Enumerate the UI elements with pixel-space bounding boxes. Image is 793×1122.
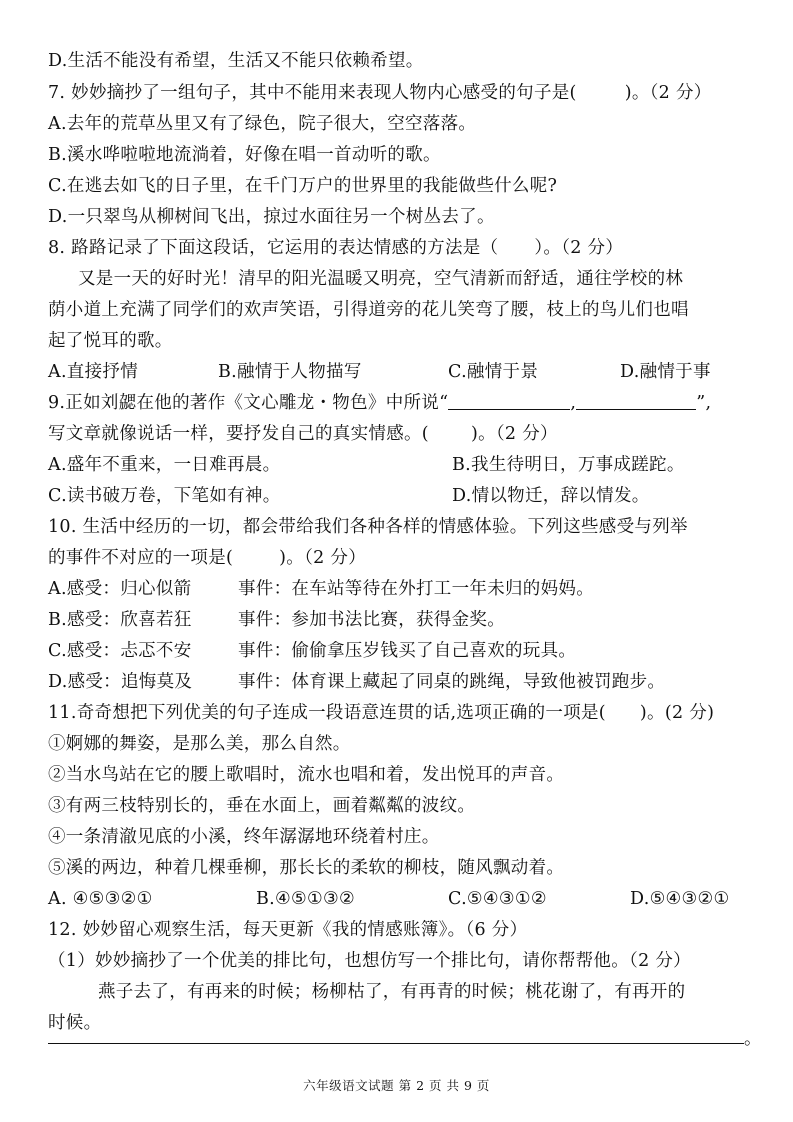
q10-option-a [48,574,753,604]
q7-stem [48,78,753,108]
q11-option-a: A. ④⑤③②① [48,889,153,909]
q10-option-a-event: 事件：在车站等待在外打工一年未归的妈妈。 [238,579,594,599]
q8-stem [48,233,753,263]
q6-option-d: D.生活不能没有希望，生活又不能只依赖希望。 [48,51,424,71]
q12-sub-question-1: （1）妙妙摘抄了一个优美的排比句，也想仿写一个排比句，请你帮帮他。（2 分） [48,951,691,971]
q9-stem-text-2: 写文章就像说话一样，要抒发自己的真实情感。( [48,424,429,444]
q8-score: ）。（2 分） [534,238,624,258]
q8-options [48,357,748,387]
q10-option-c-feeling: C.感受：忐忑不安 [48,641,192,661]
q10-score: )。（2 分） [279,548,367,568]
q9-score: )。（2 分） [470,424,558,444]
q7-stem-text: 7. 妙妙摘抄了一组句子，其中不能用来表现人物内心感受的句子是( [48,83,577,103]
q11-options [48,884,748,914]
q9-option-b: B.我生待明日，万事成蹉跎。 [452,455,685,475]
q11-sentence-3: ③有两三枝特别长的，垂在水面上，画着粼粼的波纹。 [48,796,476,816]
q11-score: )。(2 分) [639,703,715,723]
q8-option-b: B.融情于人物描写 [218,362,362,382]
q8-passage-line-2: 荫小道上充满了同学们的欢声笑语，引得道旁的花儿笑弯了腰，枝上的鸟儿们也唱 [48,300,689,320]
q8-option-a: A.直接抒情 [48,362,139,382]
q10-option-b [48,605,753,635]
q8-passage-line-1: 又是一天的好时光！清早的阳光温暖又明亮，空气清新而舒适，通往学校的林 [78,269,684,289]
q12-example-line-2: 时候。 [48,1013,102,1033]
q12-answer-line[interactable] [48,1043,744,1044]
q11-stem [48,698,753,728]
q9-stem-text: 9.正如刘勰在他的著作《文心雕龙・物色》中所说“ [48,393,449,413]
q10-stem-text: 的事件不对应的一项是( [48,548,234,568]
q7-option-c: C.在逃去如飞的日子里，在千门万户的世界里的我能做些什么呢? [48,176,558,196]
q10-option-d [48,667,753,697]
q10-option-b-feeling: B.感受：欣喜若狂 [48,610,192,630]
q12-stem: 12. 妙妙留心观察生活，每天更新《我的情感账簿》。（6 分） [48,920,528,940]
q9-options-row-1 [48,450,753,480]
q10-option-d-event: 事件：体育课上藏起了同桌的跳绳，导致他被罚跑步。 [238,672,666,692]
page-footer: 六年级语文试题 第 2 页 共 9 页 [303,1078,490,1093]
q9-options-row-2 [48,481,753,511]
q9-fill-blank-2[interactable] [576,389,696,410]
q11-option-b: B.④⑤①③② [256,889,355,909]
q11-stem-text: 11.奇奇想把下列优美的句子连成一段语意连贯的话,选项正确的一项是( [48,703,606,723]
q10-stem-line-1: 10. 生活中经历的一切，都会带给我们各种各样的情感体验。下列这些感受与列举 [48,517,688,537]
q9-stem-line-1 [48,388,753,418]
q11-sentence-4: ④一条清澈见底的小溪，终年潺潺地环绕着村庄。 [48,827,440,847]
q9-fill-blank-1[interactable] [448,389,570,410]
q7-option-b: B.溪水哗啦啦地流淌着，好像在唱一首动听的歌。 [48,145,441,165]
q10-option-b-event: 事件：参加书法比赛，获得金奖。 [238,610,505,630]
q7-option-a: A.去年的荒草丛里又有了绿色，院子很大，空空落落。 [48,114,477,134]
q8-stem-text: 8. 路路记录了下面这段话，它运用的表达情感的方法是（ [48,238,499,258]
q10-stem-line-2 [48,543,753,573]
q10-option-d-feeling: D.感受：追悔莫及 [48,672,193,692]
q9-separator: , [570,393,577,413]
q8-option-d: D.融情于事 [620,362,711,382]
q11-sentence-5: ⑤溪的两边，种着几棵垂柳，那长长的柔软的柳枝，随风飘动着。 [48,858,565,878]
q9-quote-close: ”, [696,393,712,413]
q12-example-line-1: 燕子去了，有再来的时候；杨柳枯了，有再青的时候；桃花谢了，有再开的 [98,982,686,1002]
q9-stem-line-2 [48,419,753,449]
q7-option-d: D.一只翠鸟从柳树间飞出，掠过水面往另一个树丛去了。 [48,207,495,227]
q11-option-d: D.⑤④③②① [630,889,730,909]
q7-score: )。（2 分） [624,83,712,103]
q12-answer-end-mark: 。 [744,1029,762,1049]
q9-option-d: D.情以物迁，辞以情发。 [452,486,650,506]
q10-option-c [48,636,753,666]
q11-option-c: C.⑤④③①② [448,889,547,909]
q11-sentence-1: ①婀娜的舞姿，是那么美，那么自然。 [48,734,351,754]
q9-option-c: C.读书破万卷，下笔如有神。 [48,486,281,506]
q8-passage-line-3: 起了悦耳的歌。 [48,331,173,351]
q9-option-a: A.盛年不重来，一日难再晨。 [48,455,281,475]
q10-option-a-feeling: A.感受：归心似箭 [48,579,192,599]
q8-option-c: C.融情于景 [448,362,539,382]
q11-sentence-2: ②当水鸟站在它的腰上歌唱时，流水也唱和着，发出悦耳的声音。 [48,765,565,785]
q10-option-c-event: 事件：偷偷拿压岁钱买了自己喜欢的玩具。 [238,641,577,661]
